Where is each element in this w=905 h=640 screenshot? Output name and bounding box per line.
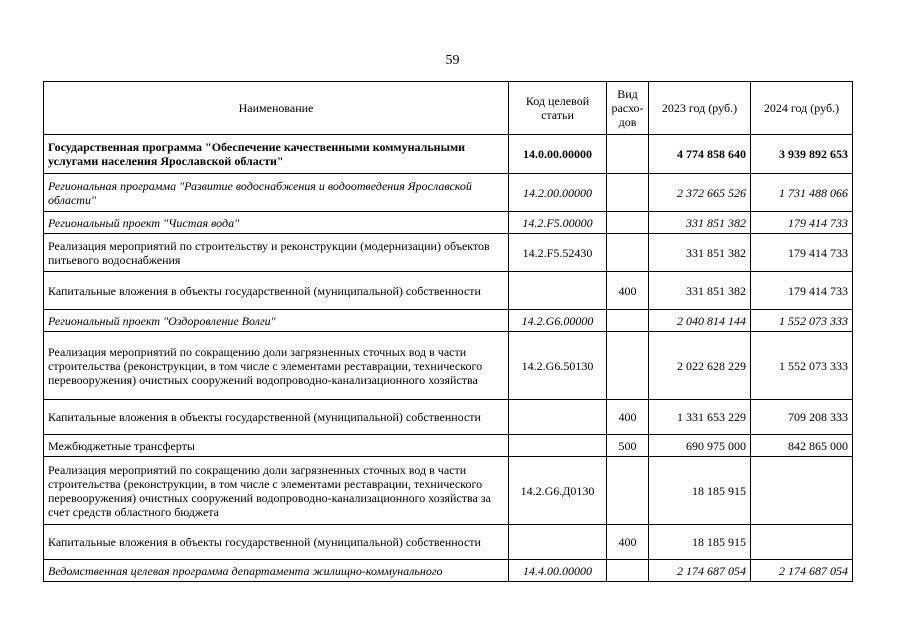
table-row <box>44 400 853 435</box>
cell-code: 14.2.F5.00000 <box>509 212 607 234</box>
cell-name: Капитальные вложения в объекты государственной (муниципальной) собственности <box>44 525 509 560</box>
cell-name: Региональный проект "Оздоровление Волги" <box>44 310 509 332</box>
cell-y2024: 3 939 892 653 <box>751 135 853 174</box>
cell-name: Капитальные вложения в объекты государственной (муниципальной) собственности <box>44 272 509 310</box>
cell-name: Государственная программа "Обеспечение качественными коммунальными услугами населения Ярославской области" <box>44 135 509 174</box>
col-header-kind: Вид расхо-дов <box>607 82 649 135</box>
cell-kind <box>607 234 649 272</box>
cell-code: 14.2.00.00000 <box>509 174 607 212</box>
cell-code <box>509 400 607 435</box>
table-row <box>44 332 853 400</box>
cell-code: 14.2.G6.00000 <box>509 310 607 332</box>
table-row <box>44 212 853 234</box>
cell-y2023: 2 040 814 144 <box>649 310 751 332</box>
col-header-code: Код целевой статьи <box>509 82 607 135</box>
page-number: 59 <box>445 53 460 68</box>
cell-name: Региональный проект "Чистая вода" <box>44 212 509 234</box>
cell-kind: 400 <box>607 272 649 310</box>
table-row <box>44 435 853 457</box>
cell-kind <box>607 310 649 332</box>
table-header-row <box>44 82 853 135</box>
cell-y2024: 179 414 733 <box>751 272 853 310</box>
cell-code <box>509 272 607 310</box>
cell-name: Межбюджетные трансферты <box>44 435 509 457</box>
cell-code: 14.2.G6.Д0130 <box>509 457 607 525</box>
cell-y2023: 331 851 382 <box>649 234 751 272</box>
cell-kind <box>607 457 649 525</box>
cell-name: Реализация мероприятий по строительству и реконструкции (модернизации) объектов питьевого водоснабжения <box>44 234 509 272</box>
cell-y2024: 709 208 333 <box>751 400 853 435</box>
cell-code: 14.4.00.00000 <box>509 560 607 582</box>
cell-code <box>509 435 607 457</box>
cell-code <box>509 525 607 560</box>
cell-y2024: 179 414 733 <box>751 234 853 272</box>
cell-name: Реализация мероприятий по сокращению доли загрязненных сточных вод в части строительства (реконструкции, в том числе с элементами реставрации, технического перевооружения) очистных сооружений водопроводно-канализационного хозяйства <box>44 332 509 400</box>
cell-y2023: 2 372 665 526 <box>649 174 751 212</box>
cell-y2024: 179 414 733 <box>751 212 853 234</box>
col-header-name: Наименование <box>44 82 509 135</box>
table-row <box>44 234 853 272</box>
col-header-2023: 2023 год (руб.) <box>649 82 751 135</box>
table-row <box>44 310 853 332</box>
table-row <box>44 457 853 525</box>
cell-code: 14.2.F5.52430 <box>509 234 607 272</box>
table-row <box>44 272 853 310</box>
table-row <box>44 525 853 560</box>
table-body <box>44 135 853 582</box>
cell-name: Реализация мероприятий по сокращению доли загрязненных сточных вод в части строительства (реконструкции, в том числе с элементами реставрации, технического перевооружения) очистных сооружений водопроводно-канализационного хозяйства за счет средств областного бюджета <box>44 457 509 525</box>
cell-name: Ведомственная целевая программа департамента жилищно-коммунального <box>44 560 509 582</box>
cell-y2024: 2 174 687 054 <box>751 560 853 582</box>
cell-kind <box>607 332 649 400</box>
cell-y2023: 18 185 915 <box>649 525 751 560</box>
cell-y2024 <box>751 457 853 525</box>
cell-y2024: 1 552 073 333 <box>751 310 853 332</box>
budget-table <box>43 81 853 582</box>
cell-kind: 400 <box>607 400 649 435</box>
table-row <box>44 560 853 582</box>
cell-y2023: 331 851 382 <box>649 212 751 234</box>
cell-y2024: 842 865 000 <box>751 435 853 457</box>
cell-name: Капитальные вложения в объекты государственной (муниципальной) собственности <box>44 400 509 435</box>
cell-kind <box>607 560 649 582</box>
cell-y2024: 1 552 073 333 <box>751 332 853 400</box>
table-row <box>44 174 853 212</box>
table-row <box>44 135 853 174</box>
cell-y2023: 18 185 915 <box>649 457 751 525</box>
cell-y2023: 4 774 858 640 <box>649 135 751 174</box>
cell-y2023: 2 174 687 054 <box>649 560 751 582</box>
cell-y2023: 1 331 653 229 <box>649 400 751 435</box>
cell-kind <box>607 174 649 212</box>
cell-code: 14.2.G6.50130 <box>509 332 607 400</box>
cell-y2024 <box>751 525 853 560</box>
col-header-2024: 2024 год (руб.) <box>751 82 853 135</box>
cell-kind <box>607 212 649 234</box>
cell-y2023: 331 851 382 <box>649 272 751 310</box>
cell-kind: 400 <box>607 525 649 560</box>
cell-y2024: 1 731 488 066 <box>751 174 853 212</box>
cell-name: Региональная программа "Развитие водоснабжения и водоотведения Ярославской области" <box>44 174 509 212</box>
cell-code: 14.0.00.00000 <box>509 135 607 174</box>
cell-y2023: 690 975 000 <box>649 435 751 457</box>
cell-kind <box>607 135 649 174</box>
cell-kind: 500 <box>607 435 649 457</box>
cell-y2023: 2 022 628 229 <box>649 332 751 400</box>
